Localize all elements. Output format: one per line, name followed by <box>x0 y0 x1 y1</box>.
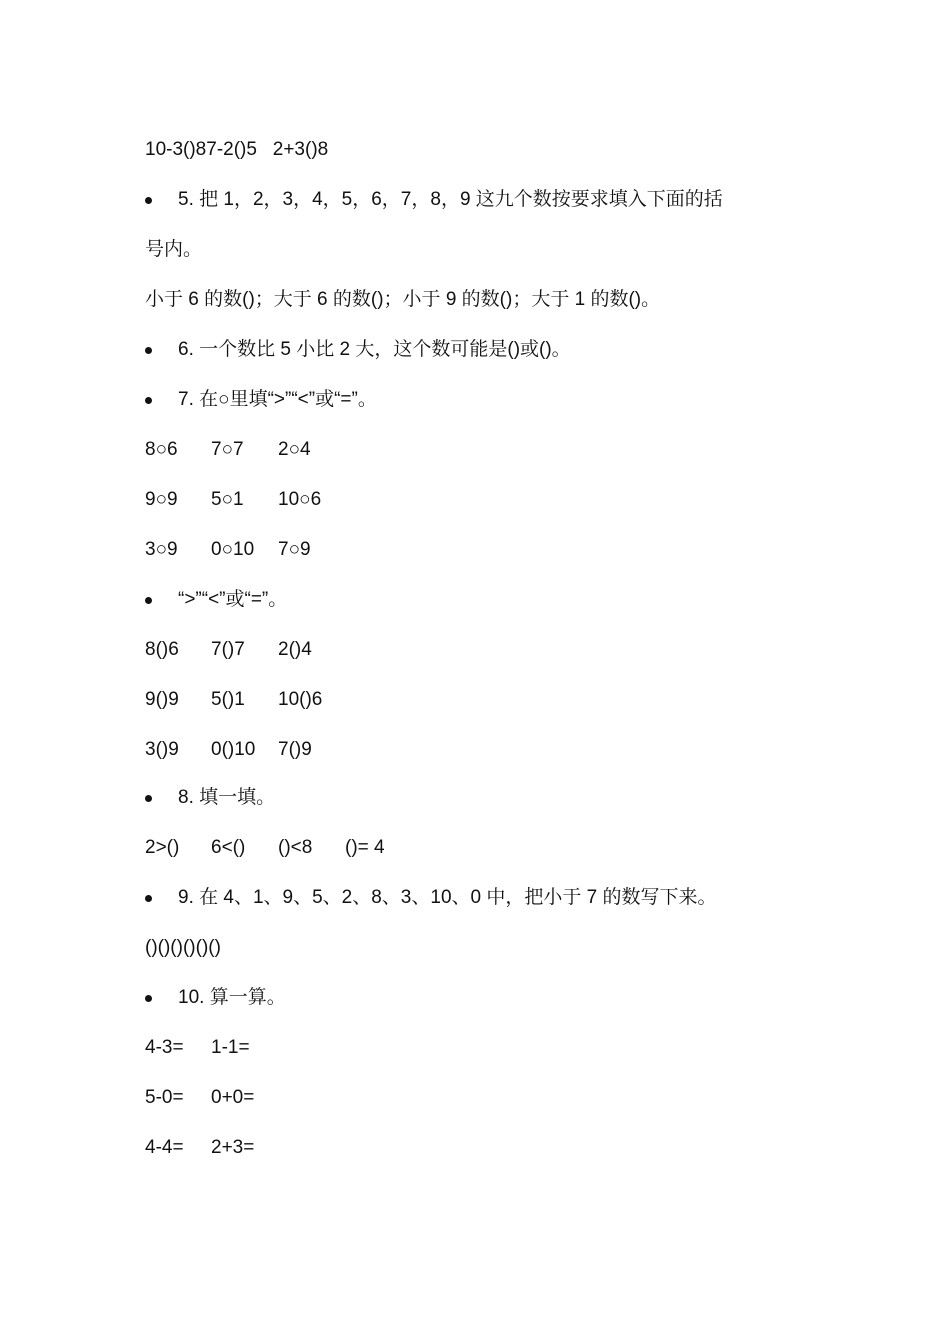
comparison-item: 10()6 <box>278 689 323 710</box>
fill-item: 2>() <box>145 837 180 858</box>
bullet-icon <box>145 795 152 802</box>
question-10-text: 10. 算一算。 <box>178 987 286 1008</box>
question-8 <box>145 786 276 882</box>
fill-item: 6<() <box>211 837 246 858</box>
comparison-item: 5○1 <box>211 489 244 510</box>
comparison-item: 7()9 <box>278 739 312 760</box>
calc-item: 2+3= <box>211 1137 255 1158</box>
question-9-answer: ()()()()()() <box>145 937 221 958</box>
question-5-text: 5. 把 1，2，3，4，5，6，7，8，9 这九个数按要求填入下面的括 <box>178 189 723 210</box>
bullet-icon <box>145 597 152 604</box>
calc-item: 4-3= <box>145 1037 184 1058</box>
bullet-icon <box>145 197 152 204</box>
comparison-item: 7○9 <box>278 539 311 560</box>
comparison-item: 8○6 <box>145 439 178 460</box>
comparison-item: 3()9 <box>145 739 179 760</box>
fill-item: ()= 4 <box>345 837 385 858</box>
comparison-item: 8()6 <box>145 639 179 660</box>
comparison-item: 2○4 <box>278 439 311 460</box>
question-6-text: 6. 一个数比 5 小比 2 大，这个数可能是()或()。 <box>178 339 571 360</box>
comparison-item: 9○9 <box>145 489 178 510</box>
question-5-continuation: 号内。 <box>145 239 203 260</box>
question-7-text: 7. 在○里填“>”“<”或“=”。 <box>178 389 377 410</box>
comparison-item: 7()7 <box>211 639 245 660</box>
calc-item: 0+0= <box>211 1087 255 1108</box>
calc-item: 5-0= <box>145 1087 184 1108</box>
comparison-item: 3○9 <box>145 539 178 560</box>
bullet-icon <box>145 347 152 354</box>
fill-item: ()<8 <box>278 837 313 858</box>
calc-item: 4-4= <box>145 1137 184 1158</box>
comparison-item: 10○6 <box>278 489 322 510</box>
comparison-item: 2()4 <box>278 639 312 660</box>
comparison-item: 7○7 <box>211 439 244 460</box>
comparison-item: 0○10 <box>211 539 255 560</box>
question-9-text: 9. 在 4、1、9、5、2、8、3、10、0 中，把小于 7 的数写下来。 <box>178 887 717 908</box>
comparison-item: 9()9 <box>145 689 179 710</box>
question-5-blanks: 小于 6 的数()；大于 6 的数()；小于 9 的数()；大于 1 的数()。 <box>145 289 661 310</box>
comparison-item: 0()10 <box>211 739 256 760</box>
comparison-item: 5()1 <box>211 689 245 710</box>
expression-line: 10-3()87-2()5 2+3()8 <box>145 139 329 160</box>
calc-item: 1-1= <box>211 1037 250 1058</box>
bullet-icon <box>145 995 152 1002</box>
bullet-icon <box>145 397 152 404</box>
bullet-icon <box>145 895 152 902</box>
question-9 <box>145 886 717 982</box>
comparison-instruction-text: “>”“<”或“=”。 <box>178 589 288 610</box>
question-8-text: 8. 填一填。 <box>178 787 276 808</box>
